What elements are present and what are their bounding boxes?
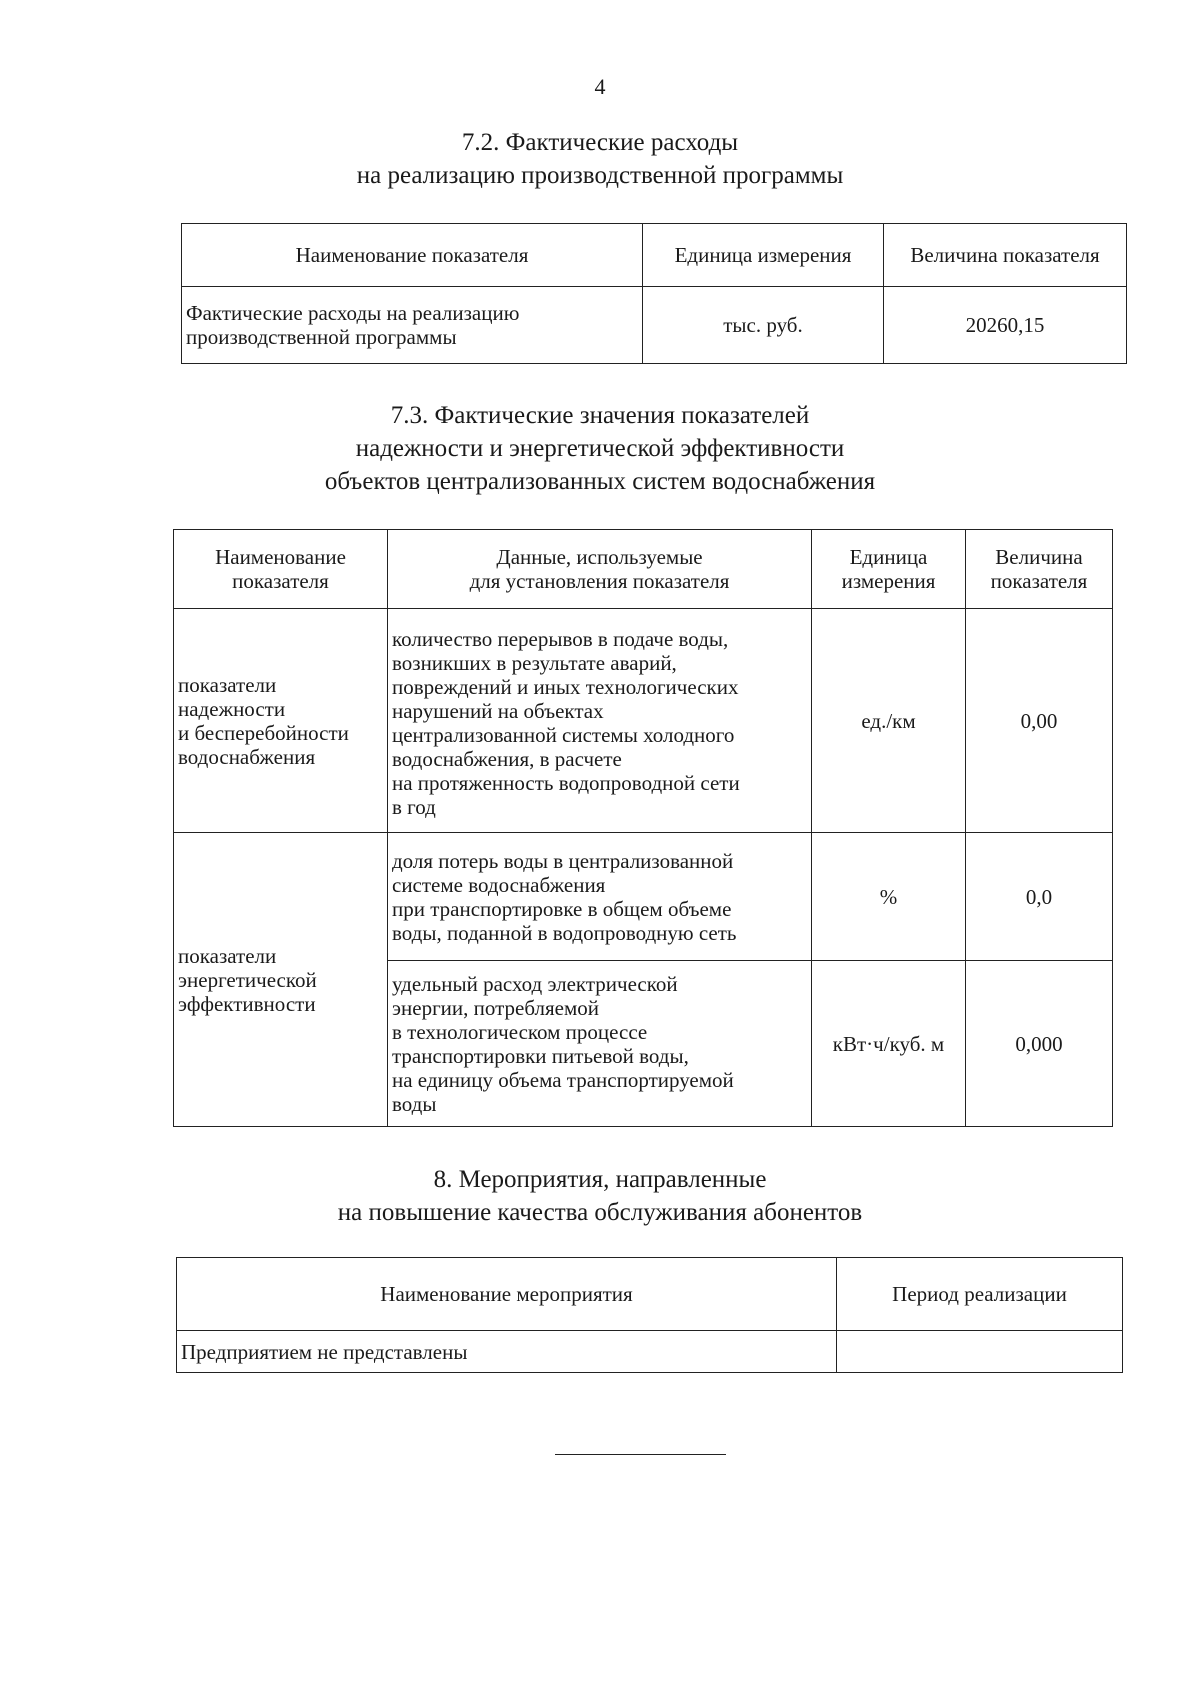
page-number: 4 (594, 74, 606, 99)
data-description (388, 609, 812, 833)
indicator-group-reliability (174, 609, 388, 833)
text-line: показатели (178, 672, 277, 697)
text-line: в год (392, 794, 436, 819)
title-line: 7.3. Фактические значения показателей (390, 402, 810, 429)
text-line: и бесперебойности (178, 720, 349, 745)
table-row (182, 287, 1127, 364)
title-line: на реализацию производственной программы (356, 162, 844, 189)
title-line: 8. Мероприятия, направленные (433, 1166, 767, 1193)
header-value (966, 530, 1113, 609)
text-line: при транспортировке в общем объеме (392, 896, 732, 921)
data-description (388, 961, 812, 1127)
table-row (174, 833, 1113, 961)
value-cell: 0,000 (966, 961, 1113, 1127)
reliability-efficiency-table (173, 529, 1113, 1127)
text-line: в технологическом процессе (392, 1019, 648, 1044)
section-7-3-title (0, 399, 1200, 498)
header-unit (812, 530, 966, 609)
text-line: Фактические расходы на реализацию (186, 301, 520, 325)
value-cell: 0,0 (966, 833, 1113, 961)
text-line: системе водоснабжения (392, 872, 606, 897)
text-line: Единица (849, 545, 928, 569)
unit-cell: кВт·ч/куб. м (812, 961, 966, 1127)
header-period: Период реализации (837, 1258, 1123, 1331)
text-line: централизованной системы холодного (392, 722, 735, 747)
period-cell (837, 1331, 1123, 1373)
header-indicator-name (174, 530, 388, 609)
table-row (174, 609, 1113, 833)
indicator-group-energy-efficiency (174, 833, 388, 1127)
header-value: Величина показателя (884, 224, 1127, 287)
text-line: повреждений и иных технологических (392, 674, 739, 699)
text-line: возникших в результате аварий, (392, 650, 677, 675)
text-line: показатели (178, 943, 277, 968)
header-unit: Единица измерения (643, 224, 884, 287)
title-line: объектов централизованных систем водоснабжения (324, 468, 876, 495)
value-cell: 20260,15 (884, 287, 1127, 364)
table-header-row (182, 224, 1127, 287)
unit-cell: % (812, 833, 966, 961)
indicator-name (182, 287, 643, 364)
table-row (177, 1331, 1123, 1373)
text-line: показателя (990, 569, 1088, 593)
title-line: 7.2. Фактические расходы (461, 129, 739, 156)
text-line: нарушений на объектах (392, 698, 604, 723)
text-line: измерения (841, 569, 936, 593)
section-7-2-title (0, 126, 1200, 192)
service-quality-measures-table (176, 1257, 1123, 1373)
actual-expenses-table (181, 223, 1127, 364)
title-line: надежности и энергетической эффективности (355, 435, 845, 462)
text-line: количество перерывов в подаче воды, (392, 626, 729, 651)
text-line: эффективности (178, 991, 316, 1016)
text-line: энергии, потребляемой (392, 995, 600, 1020)
text-line: водоснабжения, в расчете (392, 746, 622, 771)
section-8-title (0, 1163, 1200, 1229)
text-line: воды, поданной в водопроводную сеть (392, 920, 737, 945)
header-data-used (388, 530, 812, 609)
measure-name: Предприятием не представлены (177, 1331, 837, 1373)
text-line: Наименование (215, 545, 346, 569)
table-header-row (174, 530, 1113, 609)
text-line: воды (392, 1091, 437, 1116)
text-line: доля потерь воды в централизованной (392, 848, 734, 873)
data-description (388, 833, 812, 961)
title-line: на повышение качества обслуживания абонентов (337, 1199, 863, 1226)
table-header-row (177, 1258, 1123, 1331)
separator-line (555, 1454, 726, 1455)
value-cell: 0,00 (966, 609, 1113, 833)
unit-cell: ед./км (812, 609, 966, 833)
header-indicator-name: Наименование показателя (182, 224, 643, 287)
text-line: водоснабжения (178, 744, 316, 769)
text-line: производственной программы (186, 325, 457, 349)
unit-cell: тыс. руб. (643, 287, 884, 364)
text-line: показателя (232, 569, 329, 593)
text-line: Величина (995, 545, 1083, 569)
text-line: Данные, используемые (496, 545, 703, 569)
text-line: на единицу объема транспортируемой (392, 1067, 734, 1092)
text-line: для установления показателя (469, 569, 730, 593)
text-line: транспортировки питьевой воды, (392, 1043, 689, 1068)
header-measure-name: Наименование мероприятия (177, 1258, 837, 1331)
text-line: энергетической (178, 967, 317, 992)
text-line: на протяженность водопроводной сети (392, 770, 740, 795)
text-line: удельный расход электрической (392, 971, 678, 996)
text-line: надежности (178, 696, 286, 721)
